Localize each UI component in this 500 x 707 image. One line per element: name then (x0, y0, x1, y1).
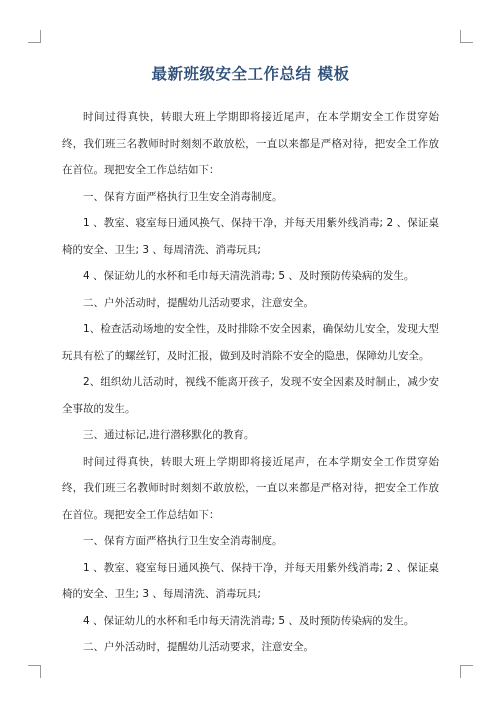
paragraph-items-1-3: 1 、教室、寝室每日通风换气、保持干净，并每天用紫外线消毒; 2 、保证桌椅的安全、卫生; 3 、每周清洗、消毒玩具; (62, 217, 439, 256)
paragraph-items-1-3-repeat: 1 、教室、寝室每日通风换气、保持干净，并每天用紫外线消毒; 2 、保证桌椅的安全、卫生; 3 、每周清洗、消毒玩具; (62, 561, 439, 600)
paragraph-section-2-heading-repeat: 二、户外活动时，提醒幼儿活动要求，注意安全。 (83, 641, 314, 653)
document-title: 最新班级安全工作总结 模板 (151, 65, 350, 83)
crop-mark-top-left (28, 30, 41, 43)
document-page (62, 62, 439, 661)
crop-mark-bottom-right (460, 665, 473, 678)
crop-mark-bottom-left (28, 665, 41, 678)
paragraph-section-1-heading: 一、保育方面严格执行卫生安全消毒制度。 (83, 190, 283, 203)
paragraph-items-4-5: 4 、保证幼儿的水杯和毛巾每天清洗消毒; 5 、及时预防传染病的发生。 (83, 270, 415, 282)
crop-mark-top-right (460, 30, 473, 43)
paragraph-section-3-heading: 三、通过标记,进行潜移默化的教育。 (83, 429, 255, 441)
paragraph-section-1-heading-repeat: 一、保育方面严格执行卫生安全消毒制度。 (83, 535, 283, 547)
paragraph-section-2-heading: 二、户外活动时，提醒幼儿活动要求，注意安全。 (83, 296, 314, 309)
paragraph-intro: 时间过得真快，转眼大班上学期即将接近尾声，在本学期安全工作贯穿始终，我们班三名教师时时刻刻不敢放松，一直以来都是严格对待，把安全工作放在首位。现把安全工作总结如下： (62, 111, 439, 176)
paragraph-outdoor-item-2: 2、组织幼儿活动时，视线不能离开孩子，发现不安全因素及时制止，减少安全事故的发生。 (62, 376, 439, 415)
paragraph-items-4-5-repeat: 4 、保证幼儿的水杯和毛巾每天清洗消毒; 5 、及时预防传染病的发生。 (83, 614, 415, 627)
paragraph-outdoor-item-1: 1、检查活动场地的安全性，及时排除不安全因素，确保幼儿安全，发现大型玩具有松了的螺丝钉，及时汇报，做到及时消除不安全的隐患，保障幼儿安全。 (62, 323, 439, 362)
paragraph-intro-repeat: 时间过得真快，转眼大班上学期即将接近尾声，在本学期安全工作贯穿始终，我们班三名教师时时刻刻不敢放松，一直以来都是严格对待，把安全工作放在首位。现把安全工作总结如下： (62, 455, 439, 521)
